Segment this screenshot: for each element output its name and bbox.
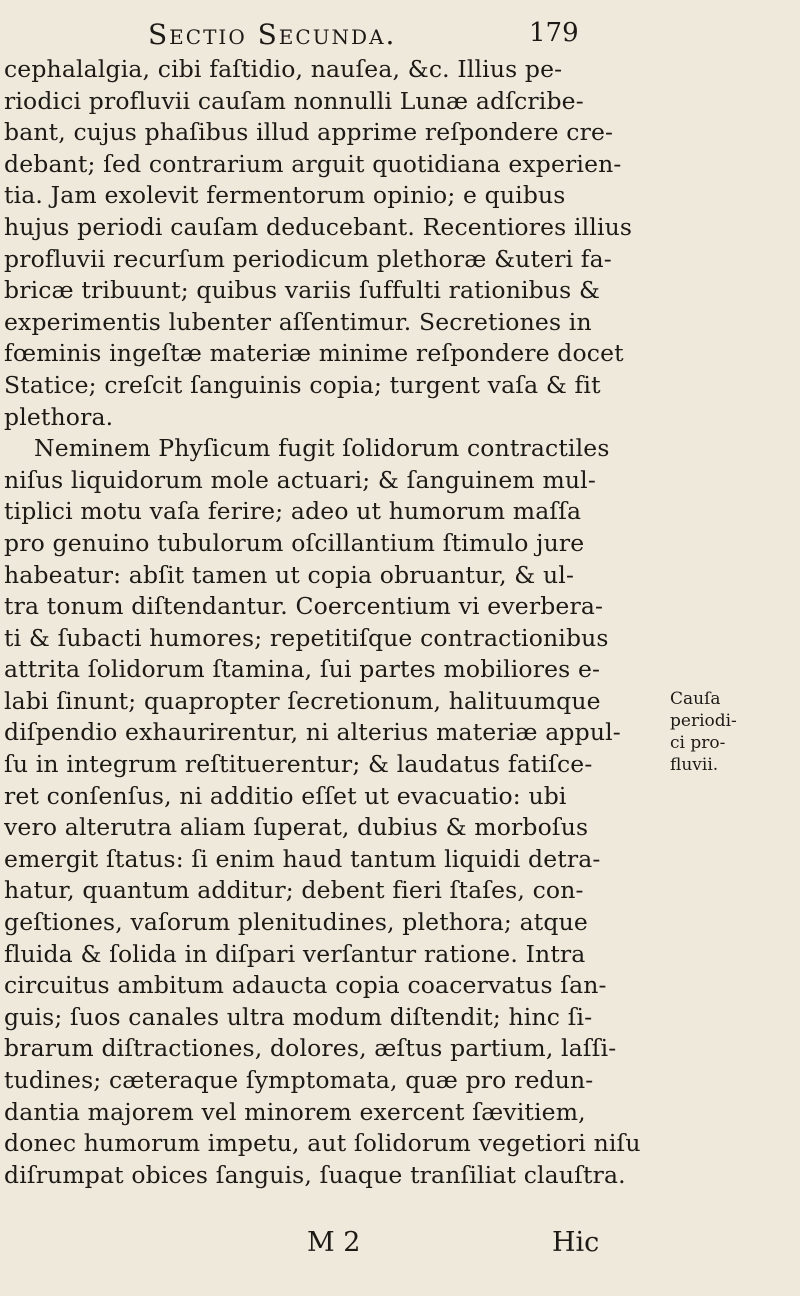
text-line: ret conſenſus, ni additio eſſet ut evacuatio: ubi: [4, 781, 567, 810]
text-line: riodici profluvii cauſam nonnulli Lunæ adſcribe-: [4, 86, 584, 115]
text-line: niſus liquidorum mole actuari; & ſanguinem mul-: [4, 465, 596, 494]
text-line: ti & ſubacti humores; repetitiſque contractionibus: [4, 623, 609, 652]
text-line: donec humorum impetu, aut ſolidorum vegetiori niſu: [4, 1129, 641, 1158]
text-line: geſtiones, vaſorum plenitudines, plethora; atque: [4, 908, 588, 937]
text-line: guis; ſuos canales ultra modum diſtendit; hinc ſi-: [4, 1002, 593, 1031]
margin-note-line: ci pro-: [670, 733, 726, 753]
text-line: ſu in integrum reſtituerentur; & laudatus fatiſce-: [4, 750, 593, 779]
text-line: plethora.: [4, 402, 114, 431]
text-line: hatur, quantum additur; debent fieri ſtaſes, con-: [4, 876, 584, 905]
text-line: Statice; creſcit ſanguinis copia; turgent vaſa & fit: [4, 370, 601, 399]
text-line: tia. Jam exolevit fermentorum opinio; e quibus: [4, 181, 566, 210]
body-text: [4, 54, 664, 1191]
margin-note-line: fluvii.: [670, 755, 719, 775]
text-line: tra tonum diſtendantur. Coercentium vi everbera-: [4, 592, 604, 621]
text-line: fluida & ſolida in diſpari verſantur ratione. Intra: [4, 939, 586, 968]
text-line: dantia majorem vel minorem exercent ſævitiem,: [4, 1097, 586, 1126]
text-line: fœminis ingeſtæ materiæ minime reſpondere docet: [4, 339, 624, 368]
text-line: habeatur: abſit tamen ut copia obruantur, & ul-: [4, 560, 575, 589]
text-line: cephalalgia, cibi faſtidio, nauſea, &c. Illius pe-: [4, 55, 563, 83]
text-line: brarum diſtractiones, dolores, æſtus partium, laſſi-: [4, 1034, 617, 1063]
text-line: bricæ tribuunt; quibus variis ſuffulti rationibus &: [4, 276, 601, 305]
text-line: pro genuino tubulorum oſcillantium ſtimulo jure: [4, 528, 585, 557]
text-line: debant; ſed contrarium arguit quotidiana experien-: [4, 149, 622, 178]
page-number: 179: [529, 18, 579, 48]
paragraph-start-line: Neminem Phyſicum fugit ſolidorum contractiles: [34, 434, 610, 463]
margin-note-line: periodi-: [670, 711, 737, 731]
text-line: hujus periodi cauſam deducebant. Recentiores illius: [4, 212, 633, 241]
text-line: experimentis lubenter aſſentimur. Secretiones in: [4, 307, 592, 336]
page-header: [148, 18, 648, 54]
text-line: tiplici motu vaſa ferire; adeo ut humorum maſſa: [4, 497, 582, 526]
text-line: diſpendio exhaurirentur, ni alterius materiæ appul-: [4, 718, 621, 747]
text-line: attrita ſolidorum ſtamina, ſui partes mobiliores e-: [4, 655, 601, 684]
text-line: profluvii recurſum periodicum plethoræ &uteri fa-: [4, 244, 612, 273]
text-line: circuitus ambitum adaucta copia coacervatus ſan-: [4, 971, 607, 1000]
text-line: labi ſinunt; quapropter ſecretionum, halituumque: [4, 686, 601, 715]
text-line: emergit ſtatus: ſi enim haud tantum liquidi detra-: [4, 844, 601, 873]
text-line: bant, cujus phaſibus illud apprime reſpondere cre-: [4, 118, 614, 147]
page-footer: [0, 1227, 800, 1261]
margin-note-line: Cauſa: [670, 689, 721, 709]
running-title: Sectio Secunda.: [148, 18, 397, 51]
signature-mark: M 2: [307, 1227, 361, 1258]
text-line: tudines; cæteraque ſymptomata, quæ pro redun-: [4, 1066, 594, 1094]
text-line: vero alterutra aliam ſuperat, dubius & morboſus: [4, 813, 589, 842]
margin-note: [670, 688, 800, 776]
catchword: Hic: [552, 1227, 600, 1258]
text-line: diſrumpat obices ſanguis, ſuaque tranſiliat clauſtra.: [4, 1160, 626, 1189]
